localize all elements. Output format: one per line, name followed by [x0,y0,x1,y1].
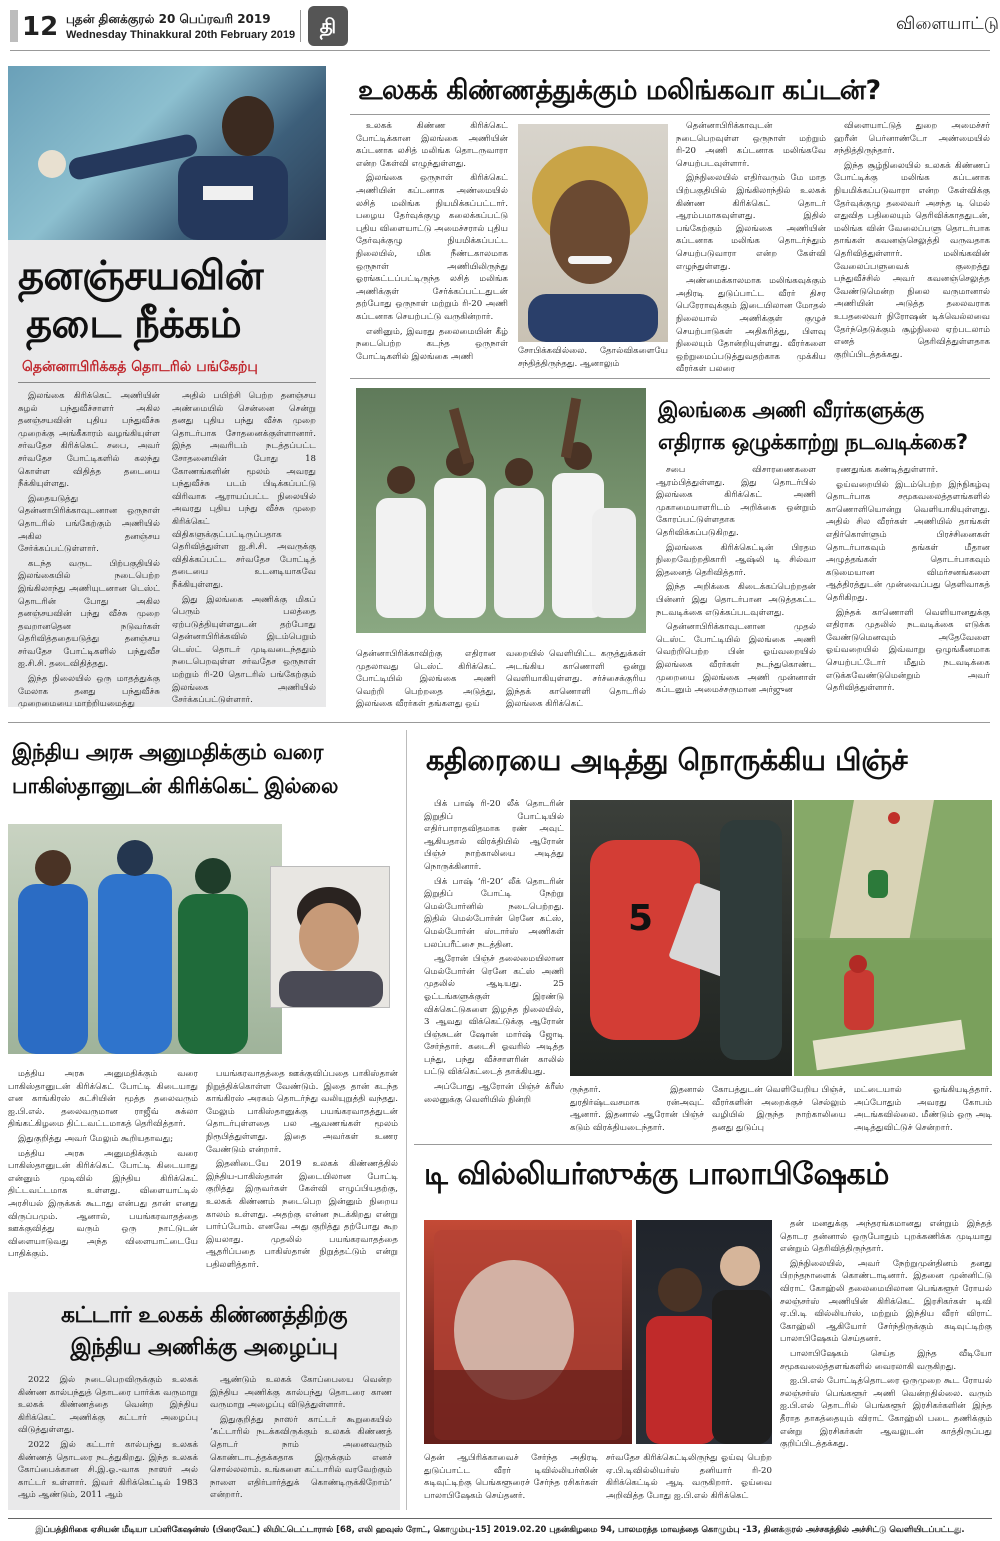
devilliers-r-p1: தன் மனதுக்கு அந்தரங்கமானது என்றும் இந்தத் தொடர தன்னால் ஒருபோதும் புறக்கணிக்க முடியாது என்றும் தெரிவித்திருந்தார். [780,1219,992,1255]
pakistan-headline-1: இந்திய அரசு அனுமதிக்கும் வரை [12,740,323,764]
runout-photo [794,800,992,1076]
malinga-illustration [518,124,668,342]
discipline-c1-p4: தென்னாபிரிக்காவுடனான முதல் டெஸ்ட் போட்டியில் இலங்கை அணி வெற்றிபெற்ற பின் ஓய்வறையில் இலங்கை வீரர்கள் நடந்துகொண்ட முறையை இலங்கை அணி முன்னாள் கப்டனும் அமைச்சருமான அர்ஜுன [656,622,816,696]
team-illustration [356,388,646,633]
bowler-illustration [8,66,326,240]
finch-col-1 [424,798,564,1105]
page-number: 12 [22,12,59,42]
malinga-c3-p1: தென்னாபிரிக்காவுடன் நடைபெறவுள்ள ஒருநாள் மற்றும் ரி-20 அணி கப்டனாக மலிங்கவே செயற்படவுள்ளார். [676,121,826,169]
kohli-illustration [636,1220,772,1444]
qatar-headline-2: இந்திய அணிக்கு அழைப்பு [70,1335,338,1360]
malinga-col-2-tail: சோபிக்கவில்லை. தோல்விகளையே சந்தித்திருந்தது. ஆனாலும் [518,346,668,369]
logo-letter: தி [319,14,337,38]
finch-illustration [570,800,792,1076]
svg-text:5: 5 [628,898,654,939]
pakistan-headline-2: பாகிஸ்தானுடன் கிரிக்கெட் இல்லை [12,774,338,798]
pakistan-col-2 [206,1068,398,1268]
discipline-col-2 [826,464,990,709]
dhananjaya-c1-p1: இலங்கை கிரிக்கெட் அணியின் சுழல் பந்துவீச்சாளர் அகில தனஞ்சயவின் புதிய பந்துவீச்சு முறைக்கு அங்கீகாரம் வழங்கியுள்ள சர்வதேச கிரிக்கெட் சபை, அவர் சர்வதேச போட்டிகளில் கலந்து கொள்ள விதித்த தடையை நீக்கியுள்ளது. [18,391,160,490]
qatar-c2-p1: ஆண்டும் உலகக் கோப்பையை வென்ற இந்திய அணிக்கு கால்பந்து தொடரை காண வருமாறு அழைப்பு விடுத்துள்ளார். [210,1375,392,1411]
dhananjaya-c2-p2: இது இலங்கை அணிக்கு மிகப் பெரும் பலத்தை ஏற்படுத்தியுள்ளதுடன் தற்போது தென்னாபிரிக்கவில் இடம்பெறும் டெஸ்ட் தொடர் முடிவடைந்ததும் நடைபெறவுள்ள சர்வதேச ஒருநாள் மற்றும் ரி-20 தொடரில் பங்கேற்கும் இலங்கை அணியில் சேர்க்கப்பட்டுள்ளார். [172,594,316,706]
discipline-c2-p3: இந்தக் காணொளி வெளியானதுக்கு எதிராக முதலில் நடவடிக்கை எடுக்க வேண்டுமெனவும் அதேவேளை ஓய்வறையில் இவ்வாறு ஒழுங்கீனமாக செயற்பட்டோர் மீதும் நடவடிக்கை எடுக்கவேண்டுமென்றும் அவர் தெரிவித்துள்ளார். [826,607,990,694]
dhananjaya-subhead: தென்னாபிரிக்கத் தொடரில் பங்கேற்பு [22,359,258,375]
finch-c1-p3: ஆரோன் பிஞ்ச் தலைமையிலான மெல்போர்ன் ரெனே கட்ஸ் அணி முதலில் ஆடியது. 25 ஓட்டங்களுக்குள் இரண்டு விக்கெட்டுகளை இழந்த நிலையில், 3 ஆவது விக்கெட்டுக்கு ஆரோன் பிஞ்சுடன் ஷோன் மார்ஷ் ஜோடி சேர்ந்தார். கடைசி ஓவரில் அடித்த பந்து, பந்து வீச்சாளரின் காலில் பட்டு விக்கெட்டைத் தாக்கியது. [424,954,564,1078]
dhananjaya-rule [18,382,316,383]
india-pakistan-players-photo [8,824,282,1054]
qatar-c2-p2: இதுகுறித்து நாஸர் காட்டர் கூறுகையில் ‘கட்டாரில் நடக்கவிருக்கும் உலகக் கிண்ணத் தொடர் நாம் அனைவரும் கொண்டாடத்தக்கதாக இருக்கும் எனச் சொல்லலாம். உங்களை கட்டாரில் வரவேற்கும் நாளை எதிர்பார்த்துக் கொண்டிருக்கிறோம்’ என்றார். [210,1414,392,1501]
devilliers-cutout-photo [424,1220,632,1444]
page-number-bar [10,10,18,42]
discipline-c1-p3: இந்த அறிக்கை கிடைக்கப்பெற்றதன் பின்னர் இது தொடர்பான அடுத்தகட்ட நடவடிக்கை எடுக்கப்படவுள்ளது. [656,582,816,618]
finch-chair-photo [570,800,792,1076]
pakistan-c2-p1: பயங்கரவாதத்தை ஊக்குவிப்பதை பாகிஸ்தான் நிறுத்திக்கொள்ள வேண்டும். இதை தான் கடந்த காங்கிரஸ் அரசும் தொடர்ந்து வலியுறுத்தி வந்தது. மேலும் பாகிஸ்தானுக்கு பயங்கரவாதத்துடன் தொடர்புள்ளதை பல ஆவணங்கள் மூலம் நிரூபித்துள்ளது. இதை அவர்கள் உணர வேண்டும் என்றார். [206,1069,398,1155]
mid-rule [8,722,990,723]
discipline-headline-2: எதிராக ஒழுக்காற்று நடவடிக்கை? [658,430,968,454]
pakistan-c2-p2: இதனிடையே 2019 உலகக் கிண்ணத்தில் இந்திய-பாகிஸ்தான் இடையிலான போட்டி குறித்து இருவர்கள் கேள்வி எழுப்பியதற்கு, உலகக் கிண்ணம் நடைபெற இன்னும் நிறைய காலம் உள்ளது. அதற்கு என்ன நடக்கிறது என்று பார்ப்போம். எனவே அது குறித்து தற்போது கூற இயலாது. முதலில் பயங்கரவாதத்தை ஆதரிப்பதை பாகிஸ்தான் நிறுத்தட்டும் என்று பதிலளித்தார். [206,1159,398,1270]
newspaper-logo [308,6,348,46]
team-celebration-photo [356,388,646,633]
page-header [0,0,1000,50]
qatar-col-2 [210,1374,392,1504]
malinga-col-1 [356,120,508,370]
finch-below-3: மட்டையால் ஓங்கியடித்தார். அப்போதும் அவரது கோபம் அடங்கவில்லை. மீண்டும் ஒரு அடி அடித்துவிட்டுச் சென்றார். [854,1085,992,1133]
kohli-devilliers-photo [636,1220,772,1444]
malinga-c4-p1: விளையாட்டுத் துறை அமைச்சர் ஹரீன் பெர்னாண்டோ அண்மையில் சந்தித்திருந்தார். [834,121,990,157]
dhananjaya-headline-1: தனஞ்சயவின் [18,253,264,299]
qatar-col-1 [18,1374,198,1504]
column-divider [406,730,407,1510]
rajeev-shukla-portrait [270,866,390,1008]
finch-c1-p1: பிக் பாஷ் ரி-20 லீக் தொடரின் இறுதிப் போட்டியில் எதிர்பாராதவிதமாக ரண் அவுட் ஆகியதால் விரக்தியில் ஆரோன் பிஞ்ச் நாற்காலியை அடித்து நொருக்கினார். [424,799,564,872]
malinga-c3-p2: இந்நிலையில் எதிர்வரும் மே மாத பிற்பகுதியில் இங்கிலாந்தில் உலகக் கிண்ண கிரிக்கெட் தொடர் ஆரம்பமாகவுள்ளது. இதில் பங்கேற்கும் இலங்கை அணியின் கப்டனாக மலிங்க தொடர்ந்தும் செயற்படுவாரா என்ற கேள்வி எழுந்துள்ளது. [676,173,826,272]
dhananjaya-c1-p4: இந்த நிலையில் ஒரு மாதத்துக்கு மேலாக தனது பந்துவீச்சு முறைமையை மாற்றியமைத்து [18,674,160,710]
discipline-c1-p1: சபை விசாரணைகளை ஆரம்பித்துள்ளது. இது தொடர்பில் இலங்கை கிரிக்கெட் அணி முகாமையாளரிடம் அறிக்கை ஒன்றும் கோரப்பட்டுள்ளதாக தெரிவிக்கப்படுகிறது. [656,465,816,538]
pakistan-c1-p3: மத்திய அரசு அனுமதிக்கும் வரை பாகிஸ்தானுடன் கிரிக்கெட் போட்டி கிடையாது என்னும் முடிவில் இந்திய கிரிக்கெட் திட்டவட்டமாக உள்ளது. விளையாட்டில் அரசியல் இருக்கக் கூடாது என்பது தான் எனது விருப்பமும். ஆனால், பயங்கரவாதத்தை ஊக்குவித்து வரும் ஒரு நாட்டுடன் விளையாடுவது அந்த விளையாட்டையே பாதிக்கும். [8,1148,198,1260]
malinga-col-3 [676,120,826,375]
india-pak-illustration [8,824,282,1054]
discipline-below-photo-2: வறையில் வெளியிட்ட கருத்துக்கள் அடங்கிய காணொளி ஒன்று வெளியாகியுள்ளது. சர்ச்சைக்குரிய இந்தக் காணொளி தொடரில் இலங்கை கிரிக்கெட் [506,649,646,710]
devilliers-r-p2: இந்நிலையில், அவர் நேற்றுமுன்தினம் தனது பிறந்தநாளைக் கொண்டாடினார். இதனை முன்னிட்டு விராட் கோஹ்லி தலைமையிலான பெங்களூர் ரோயல் சலஞ்சர்ஸ் அணியின் கிரிக்கெட் இரசிகர்கள் டிவி ஏ.பி.டி வில்லியர்ஸ், மற்றும் இந்திய வீரர் விராட் கோஹ்லி ஆகியோர் சேர்ந்திருக்கும் கடிவுட்டிற்கு பாலாபிஷேகம் செய்தனர். [780,1258,992,1345]
dhananjaya-c1-p3: கடந்த வருட பிற்பகுதியில் இலங்கையில் நடைபெற்ற இங்கிலாந்து அணியுடனான டெஸ்ட் தொடரின் போது அகில தனஞ்சயவின் பந்து வீச்சு முறை தவறானதென நடுவர்கள் தெரிவித்ததையடுத்து தனஞ்சய சர்வதேச போட்டிகளில் பந்துவீச ஐ.சி.சி. தடைவிதித்தது. [18,558,160,670]
runout-illustration [794,800,992,1076]
discipline-rule-top [350,378,990,379]
qatar-headline-1: கட்டார் உலகக் கிண்ணத்திற்கு [60,1303,348,1328]
header-date-english: Wednesday Thinakkural 20th February 2019 [66,29,296,41]
devilliers-r-p3: பாலாபிஷேகம் செய்த இந்த வீடியோ சமூகவலைத்தளங்களில் வைரலாகி வருகிறது. [780,1348,992,1372]
malinga-c3-p3: அண்மைக்காலமாக மலிங்கவுக்கும் அதிரடி துடுப்பாட்ட வீரர் திசர பெரேராவுக்கும் இடையிலான மோதல் நிலையால் அணிக்குள் குழுச் செயற்பாடுகள் அதிகரித்து, பிளவு நிலையும் தோன்றியுள்ளது. வீரர்களை ஒற்றுமைப்படுத்துவதற்காக முக்கிய வீரர்கள் பலரை [676,276,826,375]
malinga-portrait [518,124,668,342]
malinga-c4-p2: இந்த சூழ்நிலையில் உலகக் கிண்ணப் போட்டிக்கு மலிங்க கப்டனாக நியமிக்கப்படுவாரா என்ற கேள்விக்கு தேர்வுக்குழு தலைவர் அசந்த டி மெல் எதுவித பதிலையும் தெரிவிக்காததுடன், மலிங்க வின் வேலைப்பளு தொடர்பாக தாங்கள் கவனஞ்செலுத்தி வருவதாக தெரிவித்துள்ளார். மலிங்கவின் வேலைப்பளுவைக் குறைத்து பந்துவீச்சில் அவர் கவனஞ்செலுத்த வேண்டுமென்ற நிலை வருமானால் அணியின் அடுத்த தலைவராக உபதலைவர் நிரோஷன் டிக்வெல்லவை தேர்ந்தெடுக்கும் சூழ்நிலை ஏற்படலாம் எனத் தெரிவித்துள்ளதாக குறிப்பிடத்தக்கது. [834,160,990,360]
bowler-photo [8,66,326,240]
finch-below-1: ருந்தார். இதனால் துரதிர்ஷ்டவசமாக ரன்அவுட் ஆனார். இதனால் ஆரோன் பிஞ்ச் கடும் விரக்தியடைந்தார். [570,1085,704,1133]
devilliers-below-1: தென் ஆபிரிக்காவைச் சேர்ந்த அதிரடி துடுப்பாட்ட வீரர் டிவில்லியர்ஸின் கடிவுட்டிற்கு பெங்களூரைச் சேர்ந்த ரசிகர்கள் பாலாபிஷேகம் செய்தனர். [424,1453,598,1501]
finch-c1-p2: பிக் பாஷ் ‘ரி-20’ லீக் தொடரின் இறுதிப் போட்டி நேற்று மெல்போர்னில் நடைபெற்றது. இதில் மெல்போர்ன் ரெனே கட்ஸ், மெல்போர்ன் ஸ்டார்ஸ் அணிகள் பலப்பரீட்சை நடத்தின. [424,876,564,950]
header-divider [300,10,301,42]
devilliers-below-2: சர்வதேச கிரிக்கெட்டிலிருந்து ஓய்வு பெற்ற ஏ.பி.டிவில்லியர்ஸ் தனியார் ரி-20 கிரிக்கெட்டில் ஆடி வருகிறார். ஓய்வை அறிவித்த போது ஐ.பி.எல் கிரிக்கெட் [606,1453,772,1501]
dhananjaya-c1-p2: இதையடுத்து தென்னாபிரிக்காவுடனான ஒருநாள் தொடரில் பங்கேற்கும் அணியில் அகில தனஞ்சய சேர்க்கப்பட்டுள்ளார். [18,493,160,555]
qatar-article [8,1292,400,1510]
discipline-col-1 [656,464,816,709]
finch-below-2: கோபத்துடன் வெளியேறிய பிஞ்ச், வீரர்களின் அறைக்குச் செல்லும் வழியில் இருந்த நாற்காலியை தனது துடுப்பு [712,1085,846,1133]
devilliers-illustration [424,1220,632,1444]
discipline-c2-p1: ரணதுங்க கண்டித்துள்ளார். [836,465,939,475]
malinga-rule [350,114,990,115]
finch-headline: கதிரையை அடித்து நொருக்கிய பிஞ்ச் [426,743,908,777]
discipline-c1-p2: இலங்கை கிரிக்கெட்டின் பிரதம நிறைவேற்றதிகாரி ஆஷ்லி டி சில்வா இதனைத் தெரிவித்தார். [656,542,816,578]
discipline-headline-1: இலங்கை அணி வீரர்களுக்கு [658,398,924,422]
discipline-below-photo-1: தென்னாபிரிக்காவிற்கு எதிரான முதலாவது டெஸ்ட் கிரிக்கெட் போட்டியில் இலங்கை அணி வெற்றி பெற்றதை அடுத்து, இலங்கை வீரர்கள் தங்களது ஒய் [356,649,496,710]
devilliers-rule [414,1144,992,1145]
malinga-headline: உலகக் கிண்ணத்துக்கும் மலிங்கவா கப்டன்? [358,75,881,106]
discipline-c2-p2: ஓய்வறையில் இடம்பெற்ற இந்நிகழ்வு தொடர்பாக சமூகவலைத்தளங்களில் காணொளியொன்று வெளியாகியுள்ளது. அதில் சில வீரர்கள் அணியில் தாங்கள் எதிர்கொள்ளும் பிரச்சினைகள் தொடர்பாகவும் தங்கள் மீதான அழுத்தங்கள் தொடர்பாகவும் கடுமையான விமர்சனங்களை ஆத்திரத்துடன் முன்வைப்பது தெளிவாகத் தெரிகிறது. [826,479,990,603]
malinga-col-4 [834,120,990,370]
devilliers-right-col [780,1218,992,1510]
pakistan-c1-p2: இதுகுறித்து அவர் மேலும் கூறியதாவது; [18,1133,174,1144]
qatar-c1-p2: 2022 இல் கட்டார் கால்பந்து உலகக் கிண்ணத் தொடரை நடத்துகிறது. இந்த உலகக் கோப்பைக்கான சி.இ.ஓ.-வாக நாஸர் அல் காட்டர் உள்ளார். இவர் கிரிக்கெட்டில் 1983 ஆம் ஆண்டும், 2011 ஆம் [18,1439,198,1501]
dhananjaya-c2-p1: அதில் பயிற்சி பெற்ற தனஞ்சய அண்மையில் சென்னை சென்று தனது புதிய பந்து வீச்சு முறை தொடர்பாக சோதனைக்குள்ளானார். இந்த அவரிடம் நடத்தப்பட்ட சோதனையின் போது 18 கோணங்களின் மூலம் அவரது பந்துவீச்சு படம் பிடிக்கப்பட்டு விரிவாக ஆராயப்பட்ட நிலையில் அவரது புதிய பந்து வீச்சு முறை கிரிக்கெட் விதிகளுக்குட்பட்டிருப்பதாக தெரிவித்துள்ள ஐ.சி.சி. அவருக்கு விதிக்கப்பட்ட சர்வதேச போட்டித் தடையை உடனடியாகவே நீக்கியுள்ளது. [172,391,316,590]
dhananjaya-col-2 [172,390,316,706]
devilliers-headline: டி வில்லியர்ஸுக்கு பாலாபிஷேகம் [424,1157,889,1192]
malinga-c1-p3: எனினும், இவரது தலைமையின் கீழ் நடைபெற்ற கடந்த ஒருநாள் போட்டிகளில் இலங்கை அணி [356,326,508,362]
malinga-c1-p1: உலகக் கிண்ண கிரிக்கெட் போட்டிக்கான இலங்கை அணியின் கப்டனாக லசித் மலிங்க தொடருவாரா என்ற கேள்வி எழுந்துள்ளது. [356,121,508,169]
footer-rule [8,1518,992,1519]
qatar-c1-p1: 2022 இல் நடைபெறவிருக்கும் உலகக் கிண்ண கால்பந்துத் தொடரை பார்க்க வருமாறு உலகக் கிண்ணத்தை வென்ற இந்திய கிரிக்கெட் அணிக்கு கட்டார் அழைப்பு விடுத்துள்ளது. [18,1375,198,1436]
devilliers-r-p4: ஐ.பி.எல் போட்டித்தொடரை ஒருமுறை கூட ரோயல் சலஞ்சர்ஸ் பெங்களூர் அணி வென்றதில்லை. வரும் ஐ.பி.எல் தொடரில் பெங்களூர் இரசிகர்களின் இந்த தீராத தாகத்தையும் விராட் கோஹ்லி படை தணிக்கும் என்று இரசிகர்கள் ஆவலுடன் காத்திருப்பது குறிப்பிடத்தக்கது. [780,1376,992,1450]
dhananjaya-col-1 [18,390,160,710]
dhananjaya-headline-2: தடை நீக்கம் [26,301,242,347]
footer-imprint: இப்பத்திரிகை ஏசியன் மீடியா பப்ளிகேஷன்ஸ் (பிரைவேட்) லிமிட்டெட்டாரால் [68, எலி ஹவுஸ் ரோட், கொழும்பு-15] 2019.02.20 புதன்கிழமை 94, பாலமரத்த மாவத்தை கொழும்பு -13, தினக்குரல் அச்சகத்தில் அச்சிட்டு வெளியிடப்பட்டது. [35,1524,965,1534]
header-rule [10,50,990,51]
finch-c1-p4: அப்போது ஆரோன் பிஞ்ச் க்ரீஸ் லைனுக்கு வெளியில் நின்றி [424,1082,564,1105]
header-date-tamil: புதன் தினக்குரல் 20 பெப்ரவரி 2019 [66,12,271,26]
malinga-c1-p2: இலங்கை ஒருநாள் கிரிக்கெட் அணியின் கப்டனாக அண்மையில் லசித் மலிங்க நியமிக்கப்பட்டார். பழைய தேர்வுக்குழு கலைக்கப்பட்டு புதிய விளையாட்டு அமைச்சரால் புதிய தேர்வுக்குழு நியமிக்கப்பட்ட நிலையில், மிக நீண்டகாலமாக ஒருநாள் அணியிலிருந்து ஓரங்கட்டப்பட்டிருந்த லசித் மலிங்க அணிக்குள் சேர்க்கப்பட்டதுடன் தற்போது ஒருநாள் மற்றும் ரி-20 அணி கப்டனாக செயற்பட்டு வருகின்றார். [356,173,509,322]
pakistan-col-1 [8,1068,198,1268]
dhananjaya-article [8,66,326,710]
pakistan-c1-p1: மத்திய அரசு அனுமதிக்கும் வரை பாகிஸ்தானுடன் கிரிக்கெட் போட்டி கிடையாது என காங்கிரஸ் கட்சியின் மூத்த தலைவரும் ஐ.பி.எல். தலைவருமான ராஜீவ் சுக்லா திங்கட்கிழமை திட்டவட்டமாகத் தெரிவித்தார். [8,1069,198,1130]
shukla-illustration [271,867,389,1007]
section-title: விளையாட்டு [896,14,999,34]
